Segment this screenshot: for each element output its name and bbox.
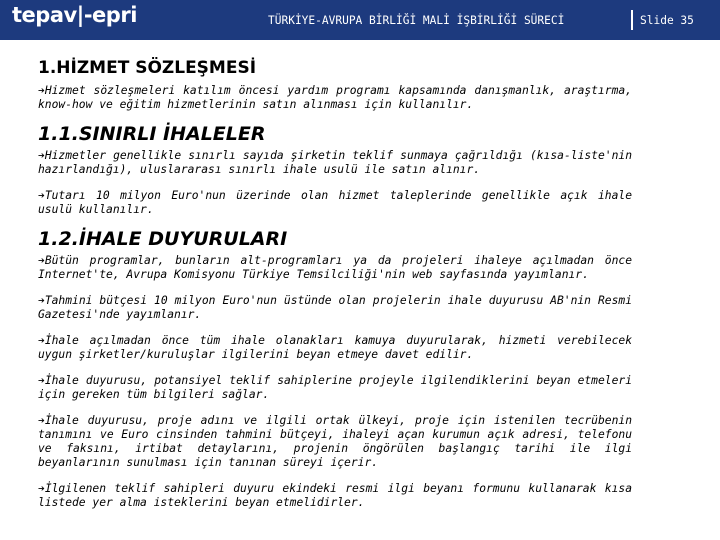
slide-content [38,58,632,510]
arrow-bullet-icon: ➔ [38,414,45,427]
paragraph [38,189,632,217]
paragraph [38,149,632,177]
paragraph-text: İhale duyurusu, potansiyel teklif sahiplerine projeyle ilgilendiklerini beyan etmeleri için gereken tüm bilgileri sağlar. [38,374,632,401]
arrow-bullet-icon: ➔ [38,149,45,162]
slide-number: Slide 35 [640,14,694,27]
paragraph [38,374,632,402]
paragraph-text: Hizmetler genellikle sınırlı sayıda şirketin teklif sunmaya çağrıldığı (kısa-liste'nin hazırlandığı), uluslararası sınırlı ihale usulü ile satın alınır. [38,149,632,176]
arrow-bullet-icon: ➔ [38,189,45,202]
arrow-bullet-icon: ➔ [38,294,45,307]
section-heading-hizmet-sozlesmesi: 1.HİZMET SÖZLEŞMESİ [38,58,257,78]
arrow-bullet-icon: ➔ [38,84,45,97]
paragraph-text: Tahmini bütçesi 10 milyon Euro'nun üstünde olan projelerin ihale duyurusu AB'nin Resmi Gazetesi'nde yayımlanır. [38,294,632,321]
paragraph-text: İhale duyurusu, proje adını ve ilgili ortak ülkeyi, proje için istenilen tecrübenin tanımını ve Euro cinsinden tahmini bütçeyi, ihaleyi açan kurumun açık adresi, telefonu ve faksını, irtibat detaylarını, projenin öngörülen başlangıç tarihi ile ilgi beyanlarının sunulması için tanınan süreyi içerir. [38,414,632,469]
arrow-bullet-icon: ➔ [38,334,45,347]
tepav-epri-logo: tepav|-epri [12,3,137,27]
arrow-bullet-icon: ➔ [38,374,45,387]
section-heading-ihale-duyurulari: 1.2.İHALE DUYURULARI [38,228,288,250]
paragraph-text: İlgilenen teklif sahipleri duyuru ekindeki resmi ilgi beyanı formunu kullanarak kısa listede yer alma isteklerini beyan etmelidirler. [38,482,632,509]
paragraph [38,414,632,470]
header-bar [0,0,720,40]
paragraph [38,294,632,322]
presentation-title: TÜRKİYE-AVRUPA BİRLİĞİ MALİ İŞBİRLİĞİ SÜRECİ [268,14,565,27]
paragraph-text: Bütün programlar, bunların alt-programları ya da projeleri ihaleye açılmadan önce Internet'te, Avrupa Komisyonu Türkiye Temsilciliği'nin web sayfasında yayımlanır. [38,254,632,281]
header-divider [631,10,633,30]
paragraph [38,482,632,510]
paragraph-text: Hizmet sözleşmeleri katılım öncesi yardım programı kapsamında danışmanlık, araştırma, know-how ve eğitim hizmetlerinin satın alınması için kullanılır. [38,84,632,111]
arrow-bullet-icon: ➔ [38,482,45,495]
paragraph [38,254,632,282]
arrow-bullet-icon: ➔ [38,254,45,267]
paragraph [38,84,632,112]
section-heading-sinirli-ihaleler: 1.1.SINIRLI İHALELER [38,123,266,145]
paragraph-text: İhale açılmadan önce tüm ihale olanakları kamuya duyurularak, hizmeti verebilecek uygun şirketler/kuruluşlar ilgilerini beyan etmeye davet edilir. [38,334,632,361]
paragraph [38,334,632,362]
paragraph-text: Tutarı 10 milyon Euro'nun üzerinde olan hizmet taleplerinde genellikle açık ihale usulü kullanılır. [38,189,632,216]
